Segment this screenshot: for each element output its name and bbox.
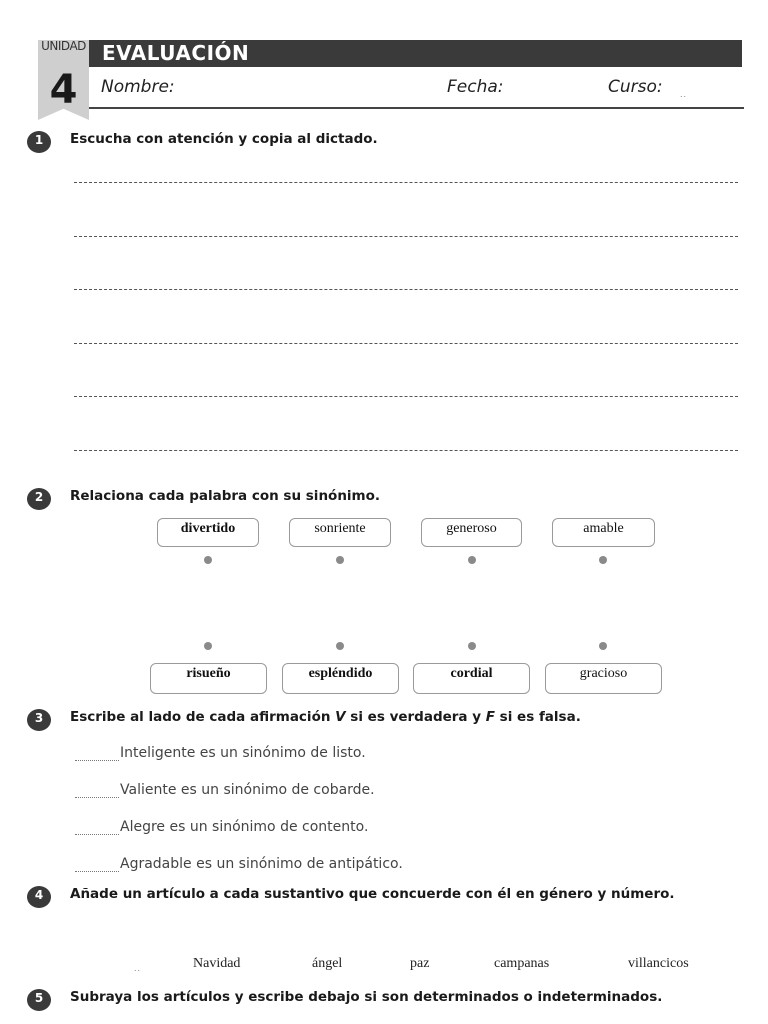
- statement-4: Agradable es un sinónimo de antipático.: [120, 856, 403, 872]
- word-box-top-2: sonriente: [289, 518, 391, 547]
- unit-label: UNIDAD: [41, 39, 86, 53]
- question-2-instruction: Relaciona cada palabra con su sinónimo.: [70, 488, 381, 504]
- dictation-line-4[interactable]: [74, 343, 738, 344]
- word-box-bottom-3: cordial: [413, 663, 530, 694]
- answer-blank-4[interactable]: [75, 871, 119, 872]
- answer-blank-3[interactable]: [75, 834, 119, 835]
- match-dot-top-2[interactable]: [336, 556, 344, 564]
- f-letter: F: [485, 709, 495, 725]
- question-number-5: 5: [27, 989, 51, 1011]
- dictation-line-2[interactable]: [74, 236, 738, 237]
- question-1-instruction: Escucha con atención y copia al dictado.: [70, 131, 378, 147]
- statement-2: Valiente es un sinónimo de cobarde.: [120, 782, 375, 798]
- dictation-line-6[interactable]: [74, 450, 738, 451]
- header-rule: [89, 107, 744, 109]
- match-dot-bottom-4[interactable]: [599, 642, 607, 650]
- statement-3: Alegre es un sinónimo de contento.: [120, 819, 369, 835]
- match-dot-top-4[interactable]: [599, 556, 607, 564]
- question-number-1: 1: [27, 131, 51, 153]
- question-5-instruction: Subraya los artículos y escribe debajo si son determinados o indeterminados.: [70, 989, 663, 1005]
- page-title: EVALUACIÓN: [102, 41, 250, 65]
- noun-4: campanas: [494, 956, 550, 971]
- noun-1: Navidad: [193, 956, 241, 971]
- statement-1: Inteligente es un sinónimo de listo.: [120, 745, 366, 761]
- match-dot-top-3[interactable]: [468, 556, 476, 564]
- question-number-3: 3: [27, 709, 51, 731]
- dictation-line-3[interactable]: [74, 289, 738, 290]
- noun-3: paz: [410, 956, 430, 971]
- answer-blank-2[interactable]: [75, 797, 119, 798]
- match-dot-bottom-1[interactable]: [204, 642, 212, 650]
- word-box-top-4: amable: [552, 518, 655, 547]
- dictation-line-1[interactable]: [74, 182, 738, 183]
- v-letter: V: [335, 709, 346, 725]
- date-label: Fecha:: [447, 77, 504, 97]
- course-field-dots: ..: [680, 90, 688, 99]
- name-label: Nombre:: [101, 77, 175, 97]
- article-blank-dots[interactable]: ..: [134, 964, 142, 973]
- match-dot-top-1[interactable]: [204, 556, 212, 564]
- match-dot-bottom-3[interactable]: [468, 642, 476, 650]
- question-number-2: 2: [27, 488, 51, 510]
- answer-blank-1[interactable]: [75, 760, 119, 761]
- word-box-bottom-2: espléndido: [282, 663, 399, 694]
- word-box-bottom-4: gracioso: [545, 663, 662, 694]
- dictation-line-5[interactable]: [74, 396, 738, 397]
- question-4-instruction: Añade un artículo a cada sustantivo que concuerde con él en género y número.: [70, 886, 675, 902]
- match-dot-bottom-2[interactable]: [336, 642, 344, 650]
- word-box-top-3: generoso: [421, 518, 522, 547]
- course-label: Curso:: [608, 77, 663, 97]
- noun-2: ángel: [312, 956, 343, 971]
- word-box-bottom-1: risueño: [150, 663, 267, 694]
- word-box-top-1: divertido: [157, 518, 259, 547]
- question-number-4: 4: [27, 886, 51, 908]
- noun-5: villancicos: [628, 956, 689, 971]
- unit-number: 4: [49, 67, 78, 113]
- question-3-instruction: Escribe al lado de cada afirmación V si es verdadera y F si es falsa.: [70, 709, 581, 725]
